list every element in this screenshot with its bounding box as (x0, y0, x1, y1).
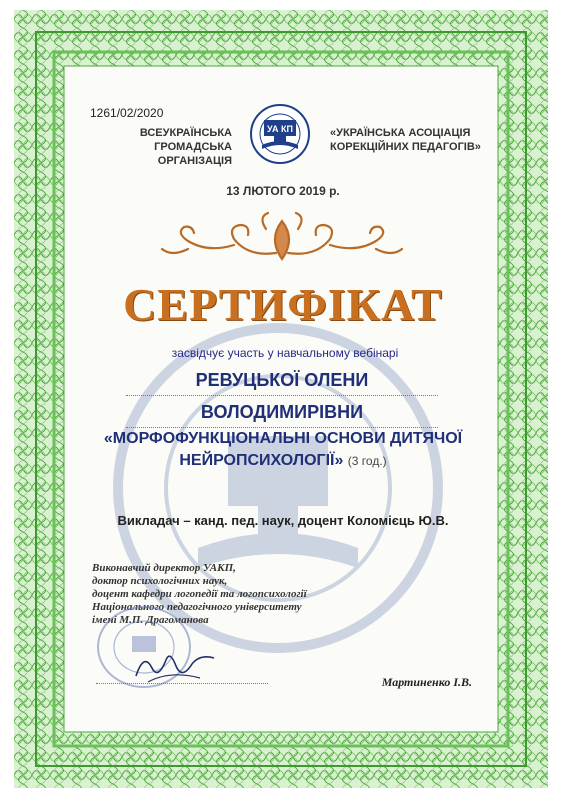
org-right-line-2: КОРЕКЦІЙНИХ ПЕДАГОГІВ» (330, 141, 481, 153)
organization-name (330, 126, 490, 154)
organization-type (100, 126, 232, 168)
ornament-icon (158, 209, 406, 267)
signer-name: Мартиненко І.В. (381, 675, 472, 689)
recipient-name-line-2: ВОЛОДИМИРІВНИ (126, 402, 438, 428)
director-line-5: імені М.П. Драгоманова (92, 614, 209, 626)
org-left-line-1: ВСЕУКРАЇНСЬКА (139, 127, 232, 139)
director-line-4: Національного педагогічного університету (92, 601, 302, 613)
certificate-date: 13 ЛЮТОГО 2019 р. (226, 184, 340, 198)
signature-icon (130, 646, 220, 686)
director-line-1: Виконавчий директор УАКП, (92, 562, 236, 574)
director-line-3: доцент кафедри логопедії та логопсихології (92, 588, 307, 600)
association-logo-icon (236, 103, 324, 165)
certificate-title: СЕРТИФІКАТ (123, 279, 443, 330)
course-title-line-2-wrap (86, 450, 480, 472)
certificate-subtitle: засвідчує участь у навчальному вебінарі (171, 346, 399, 360)
logo-letters: УА КП (267, 124, 293, 134)
course-title-line-1: «МОРФОФУНКЦІОНАЛЬНІ ОСНОВИ ДИТЯЧОЇ (103, 430, 463, 447)
recipient-name-line-1: РЕВУЦЬКОЇ ОЛЕНИ (126, 370, 438, 396)
course-title-line-2: НЕЙРОПСИХОЛОГІЇ» (179, 452, 344, 469)
registration-number: 1261/02/2020 (90, 106, 164, 120)
director-line-2: доктор психологічних наук, (92, 575, 228, 587)
lecturer-line: Викладач – канд. пед. наук, доцент Коломієць Ю.В. (117, 513, 449, 528)
course-title (86, 428, 480, 472)
signature-line (96, 683, 268, 684)
course-hours: (3 год.) (347, 454, 387, 468)
org-right-line-1: «УКРАЇНСЬКА АСОЦІАЦІЯ (330, 127, 471, 139)
org-left-line-2: ГРОМАДСЬКА ОРГАНІЗАЦІЯ (154, 141, 232, 167)
